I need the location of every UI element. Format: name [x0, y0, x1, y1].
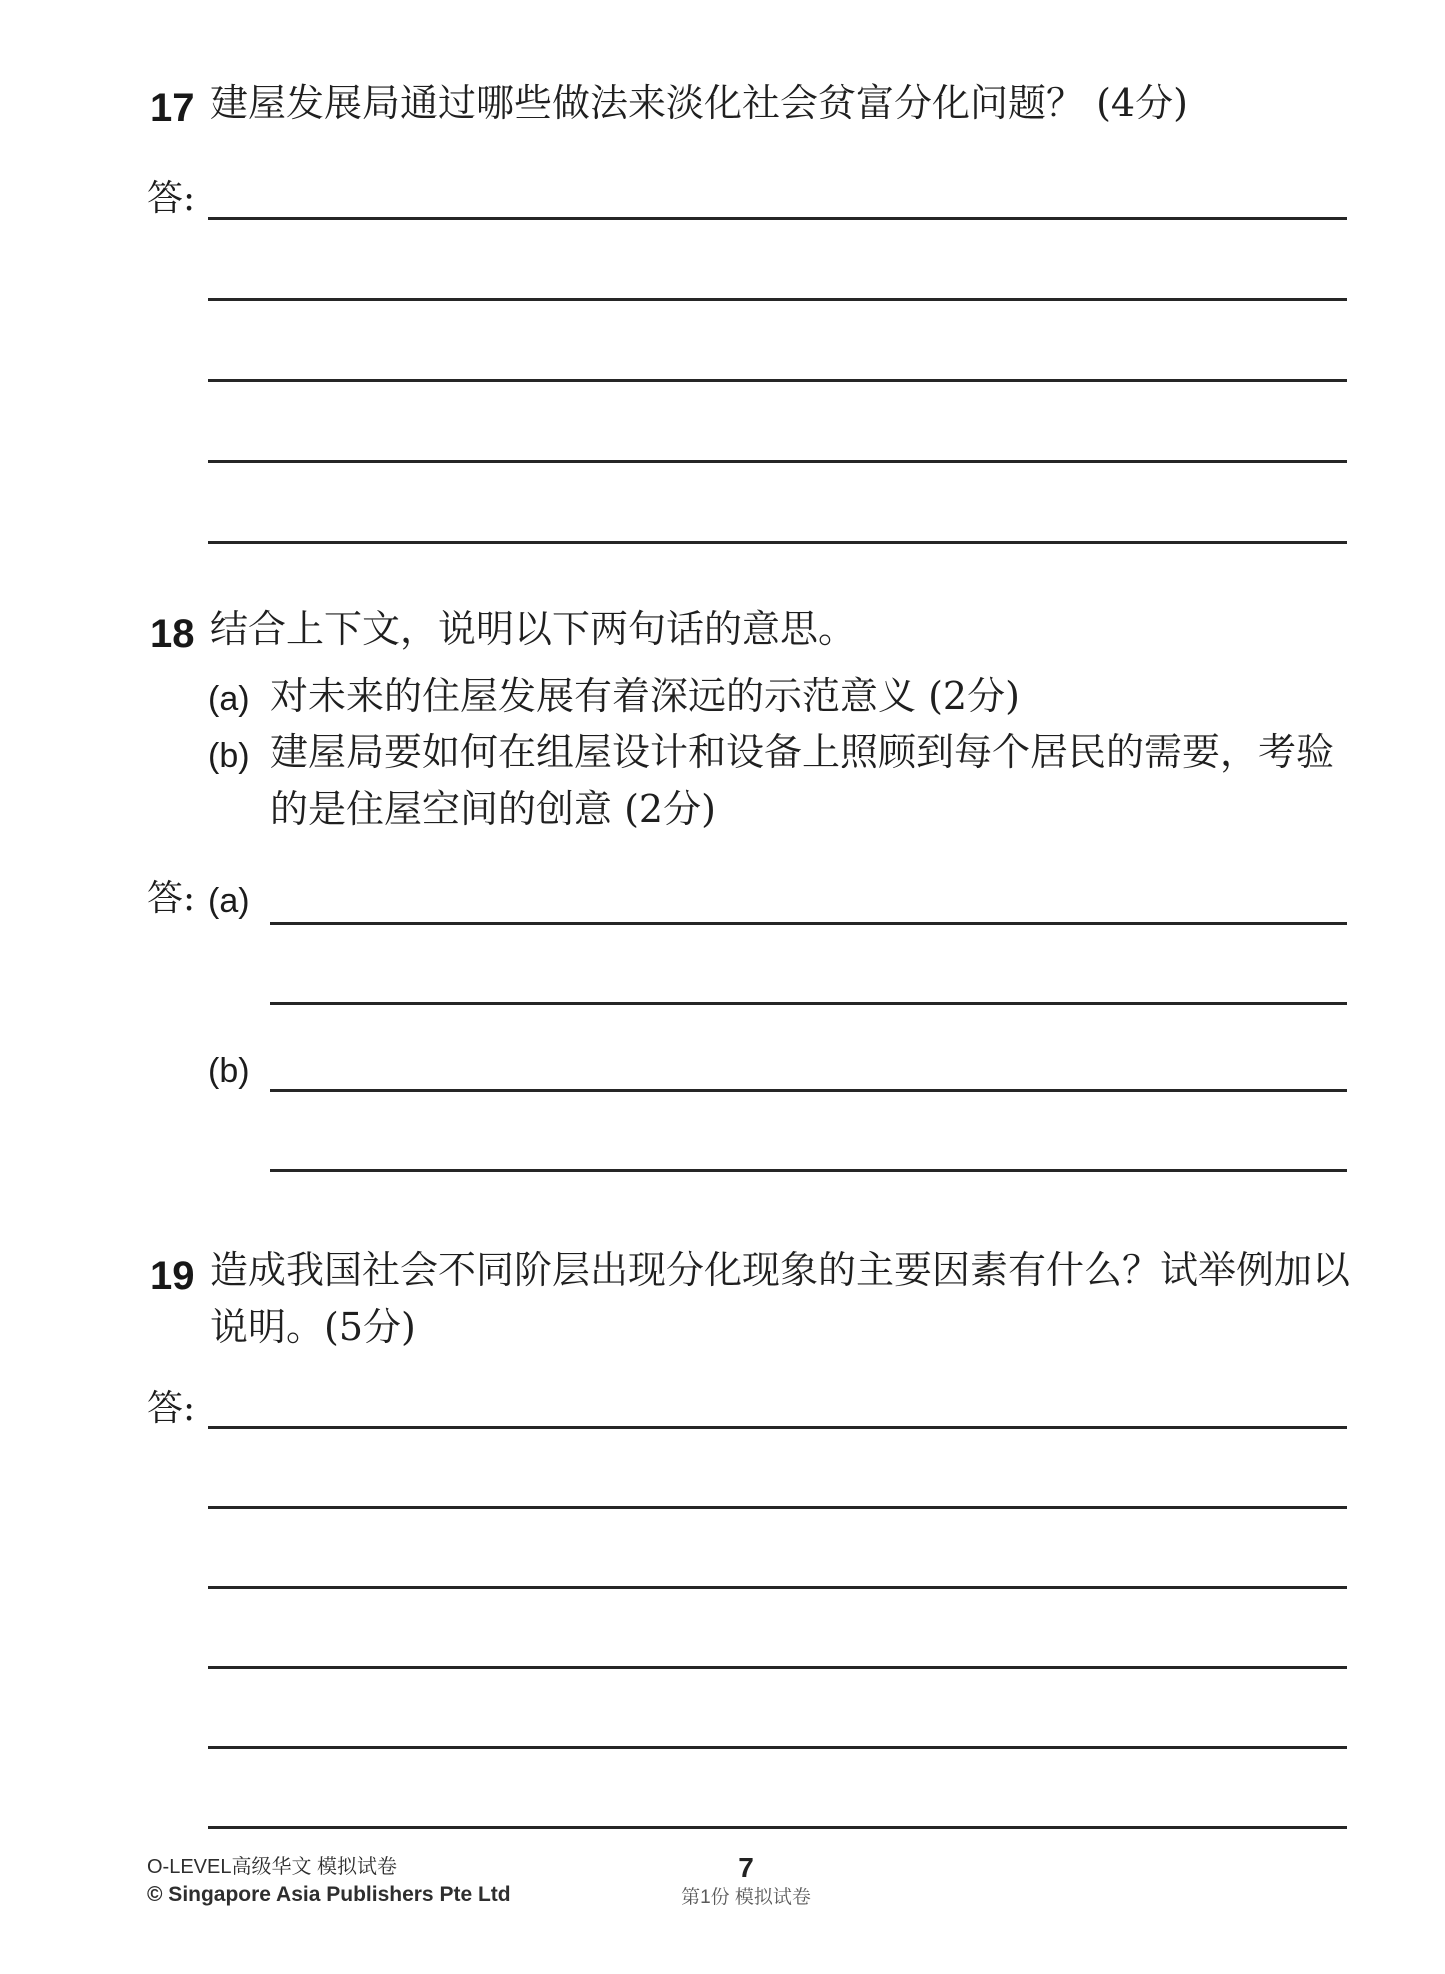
question-18-part-a-label: (a) — [208, 680, 250, 718]
answer-line — [208, 1509, 1347, 1589]
footer-center — [596, 1854, 896, 1907]
answer-line — [270, 1012, 1347, 1092]
question-19-text-line-1: 造成我国社会不同阶层出现分化现象的主要因素有什么？试举例加以 — [210, 1248, 1351, 1292]
question-17-text: 建屋发展局通过哪些做法来淡化社会贫富分化问题？ (4分) — [210, 81, 1188, 125]
question-18-part-b-text-line-1: 建屋局要如何在组屋设计和设备上照顾到每个居民的需要，考验 — [270, 730, 1335, 774]
question-18-answer-part-b-lines — [270, 1012, 1347, 1172]
question-18-number: 18 — [150, 612, 195, 656]
question-17-answer-lines — [208, 139, 1347, 544]
answer-line — [208, 220, 1347, 301]
answer-line — [208, 1589, 1347, 1669]
question-19-text-line-2: 说明。(5分) — [210, 1305, 416, 1349]
question-18-answer-label: 答: — [147, 878, 196, 919]
footer-series-title: O-LEVEL高级华文 模拟试卷 — [147, 1856, 398, 1878]
answer-line — [208, 463, 1347, 544]
question-18-part-a-text: 对未来的住屋发展有着深远的示范意义 (2分) — [270, 674, 1020, 718]
question-19-number: 19 — [150, 1254, 195, 1298]
question-17-number: 17 — [150, 86, 195, 130]
answer-line — [208, 1349, 1347, 1429]
question-18-answer-part-b-label: (b) — [208, 1052, 250, 1090]
footer-section-label: 第1份 模拟试卷 — [681, 1887, 811, 1908]
question-18-text: 结合上下文，说明以下两句话的意思。 — [210, 607, 857, 651]
answer-line — [208, 1429, 1347, 1509]
question-18-part-b-text-line-2: 的是住屋空间的创意 (2分) — [270, 787, 716, 831]
answer-line — [208, 139, 1347, 220]
answer-line — [270, 925, 1347, 1005]
question-19-text — [210, 1242, 1350, 1356]
answer-line — [270, 1092, 1347, 1172]
question-18-answer-part-a-label: (a) — [208, 882, 250, 920]
footer-left — [147, 1856, 511, 1906]
answer-line — [208, 382, 1347, 463]
answer-line — [208, 1749, 1347, 1829]
footer-copyright: © Singapore Asia Publishers Pte Ltd — [147, 1883, 511, 1906]
question-19-answer-label: 答: — [147, 1388, 196, 1429]
answer-line — [208, 301, 1347, 382]
page-number: 7 — [738, 1852, 754, 1883]
answer-line — [208, 1669, 1347, 1749]
question-18-answer-part-a-lines — [270, 845, 1347, 1005]
question-18-part-b-label: (b) — [208, 737, 250, 775]
question-19-answer-lines — [208, 1349, 1347, 1829]
question-17-answer-label: 答: — [147, 178, 196, 219]
question-18-part-b-text — [270, 724, 1334, 838]
answer-line — [270, 845, 1347, 925]
